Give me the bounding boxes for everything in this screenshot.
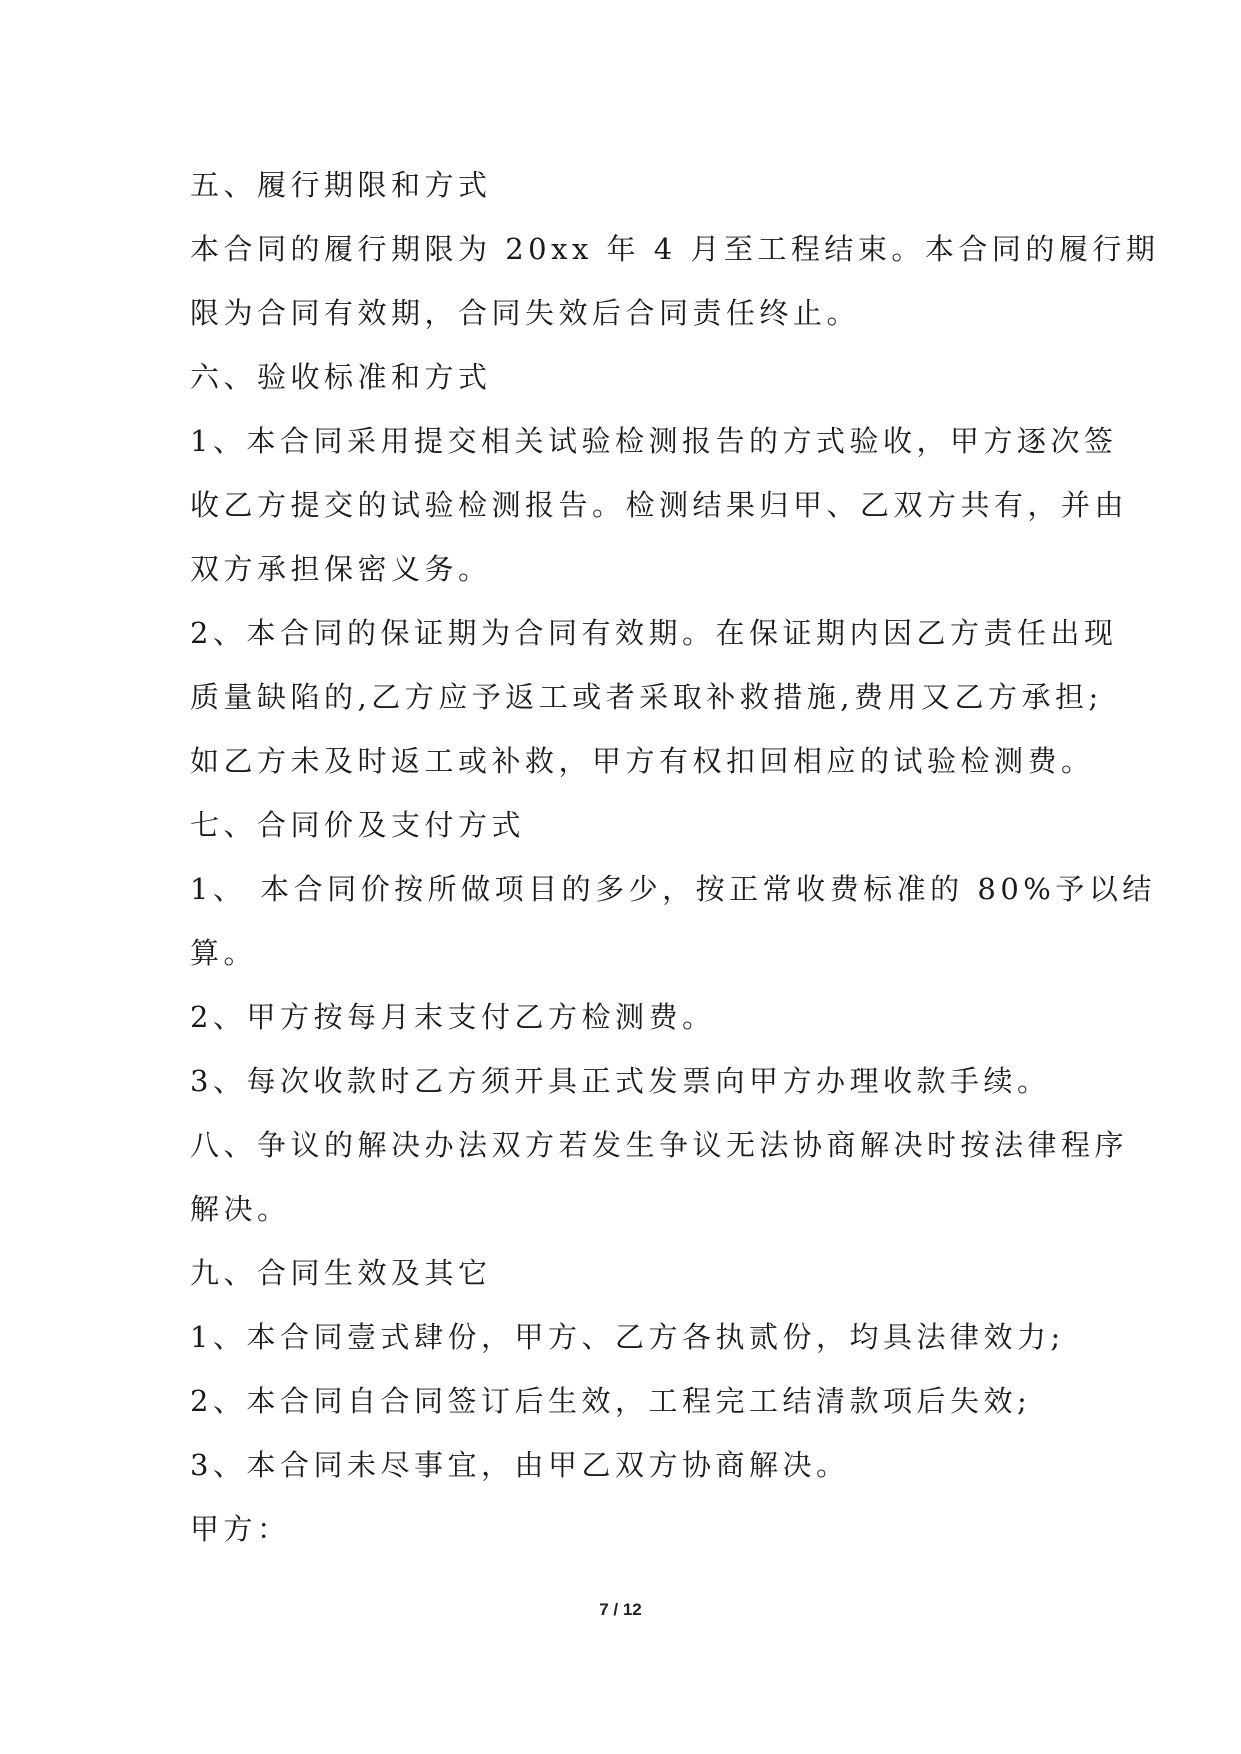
paragraph-line: 1、本合同采用提交相关试验检测报告的方式验收，甲方逐次签 — [190, 424, 1118, 458]
section-heading-effectiveness: 九、合同生效及其它 — [190, 1256, 492, 1290]
paragraph-line: 1、本合同壹式肆份，甲方、乙方各执贰份，均具法律效力; — [190, 1320, 1065, 1354]
paragraph-line: 3、每次收款时乙方须开具正式发票向甲方办理收款手续。 — [190, 1064, 1051, 1098]
paragraph-line: 如乙方未及时返工或补救，甲方有权扣回相应的试验检测费。 — [190, 744, 1095, 778]
paragraph-line: 1、 本合同价按所做项目的多少，按正常收费标准的 80%予以结 — [190, 872, 1156, 906]
paragraph-line: 本合同的履行期限为 20xx 年 4 月至工程结束。本合同的履行期 — [190, 232, 1160, 266]
section-heading-price-payment: 七、合同价及支付方式 — [190, 808, 526, 842]
paragraph-line: 2、本合同自合同签订后生效，工程完工结清款项后失效; — [190, 1384, 1032, 1418]
paragraph-line: 质量缺陷的,乙方应予返工或者采取补救措施,费用又乙方承担; — [190, 680, 1103, 714]
paragraph-line: 3、本合同未尽事宜，由甲乙双方协商解决。 — [190, 1448, 850, 1482]
page-number: 7 / 12 — [599, 1600, 642, 1619]
section-heading-performance-term: 五、履行期限和方式 — [190, 168, 492, 202]
section-heading-acceptance: 六、验收标准和方式 — [190, 360, 492, 394]
paragraph-line: 2、甲方按每月末支付乙方检测费。 — [190, 1000, 716, 1034]
paragraph-line: 2、本合同的保证期为合同有效期。在保证期内因乙方责任出现 — [190, 616, 1118, 650]
paragraph-line: 解决。 — [190, 1192, 291, 1226]
section-heading-dispute: 八、争议的解决办法双方若发生争议无法协商解决时按法律程序 — [190, 1128, 1129, 1162]
paragraph-line: 双方承担保密义务。 — [190, 552, 492, 586]
paragraph-line: 限为合同有效期，合同失效后合同责任终止。 — [190, 296, 861, 330]
party-a-signature-label: 甲方： — [190, 1512, 291, 1546]
paragraph-line: 收乙方提交的试验检测报告。检测结果归甲、乙双方共有，并由 — [190, 488, 1129, 522]
paragraph-line: 算。 — [190, 936, 258, 970]
